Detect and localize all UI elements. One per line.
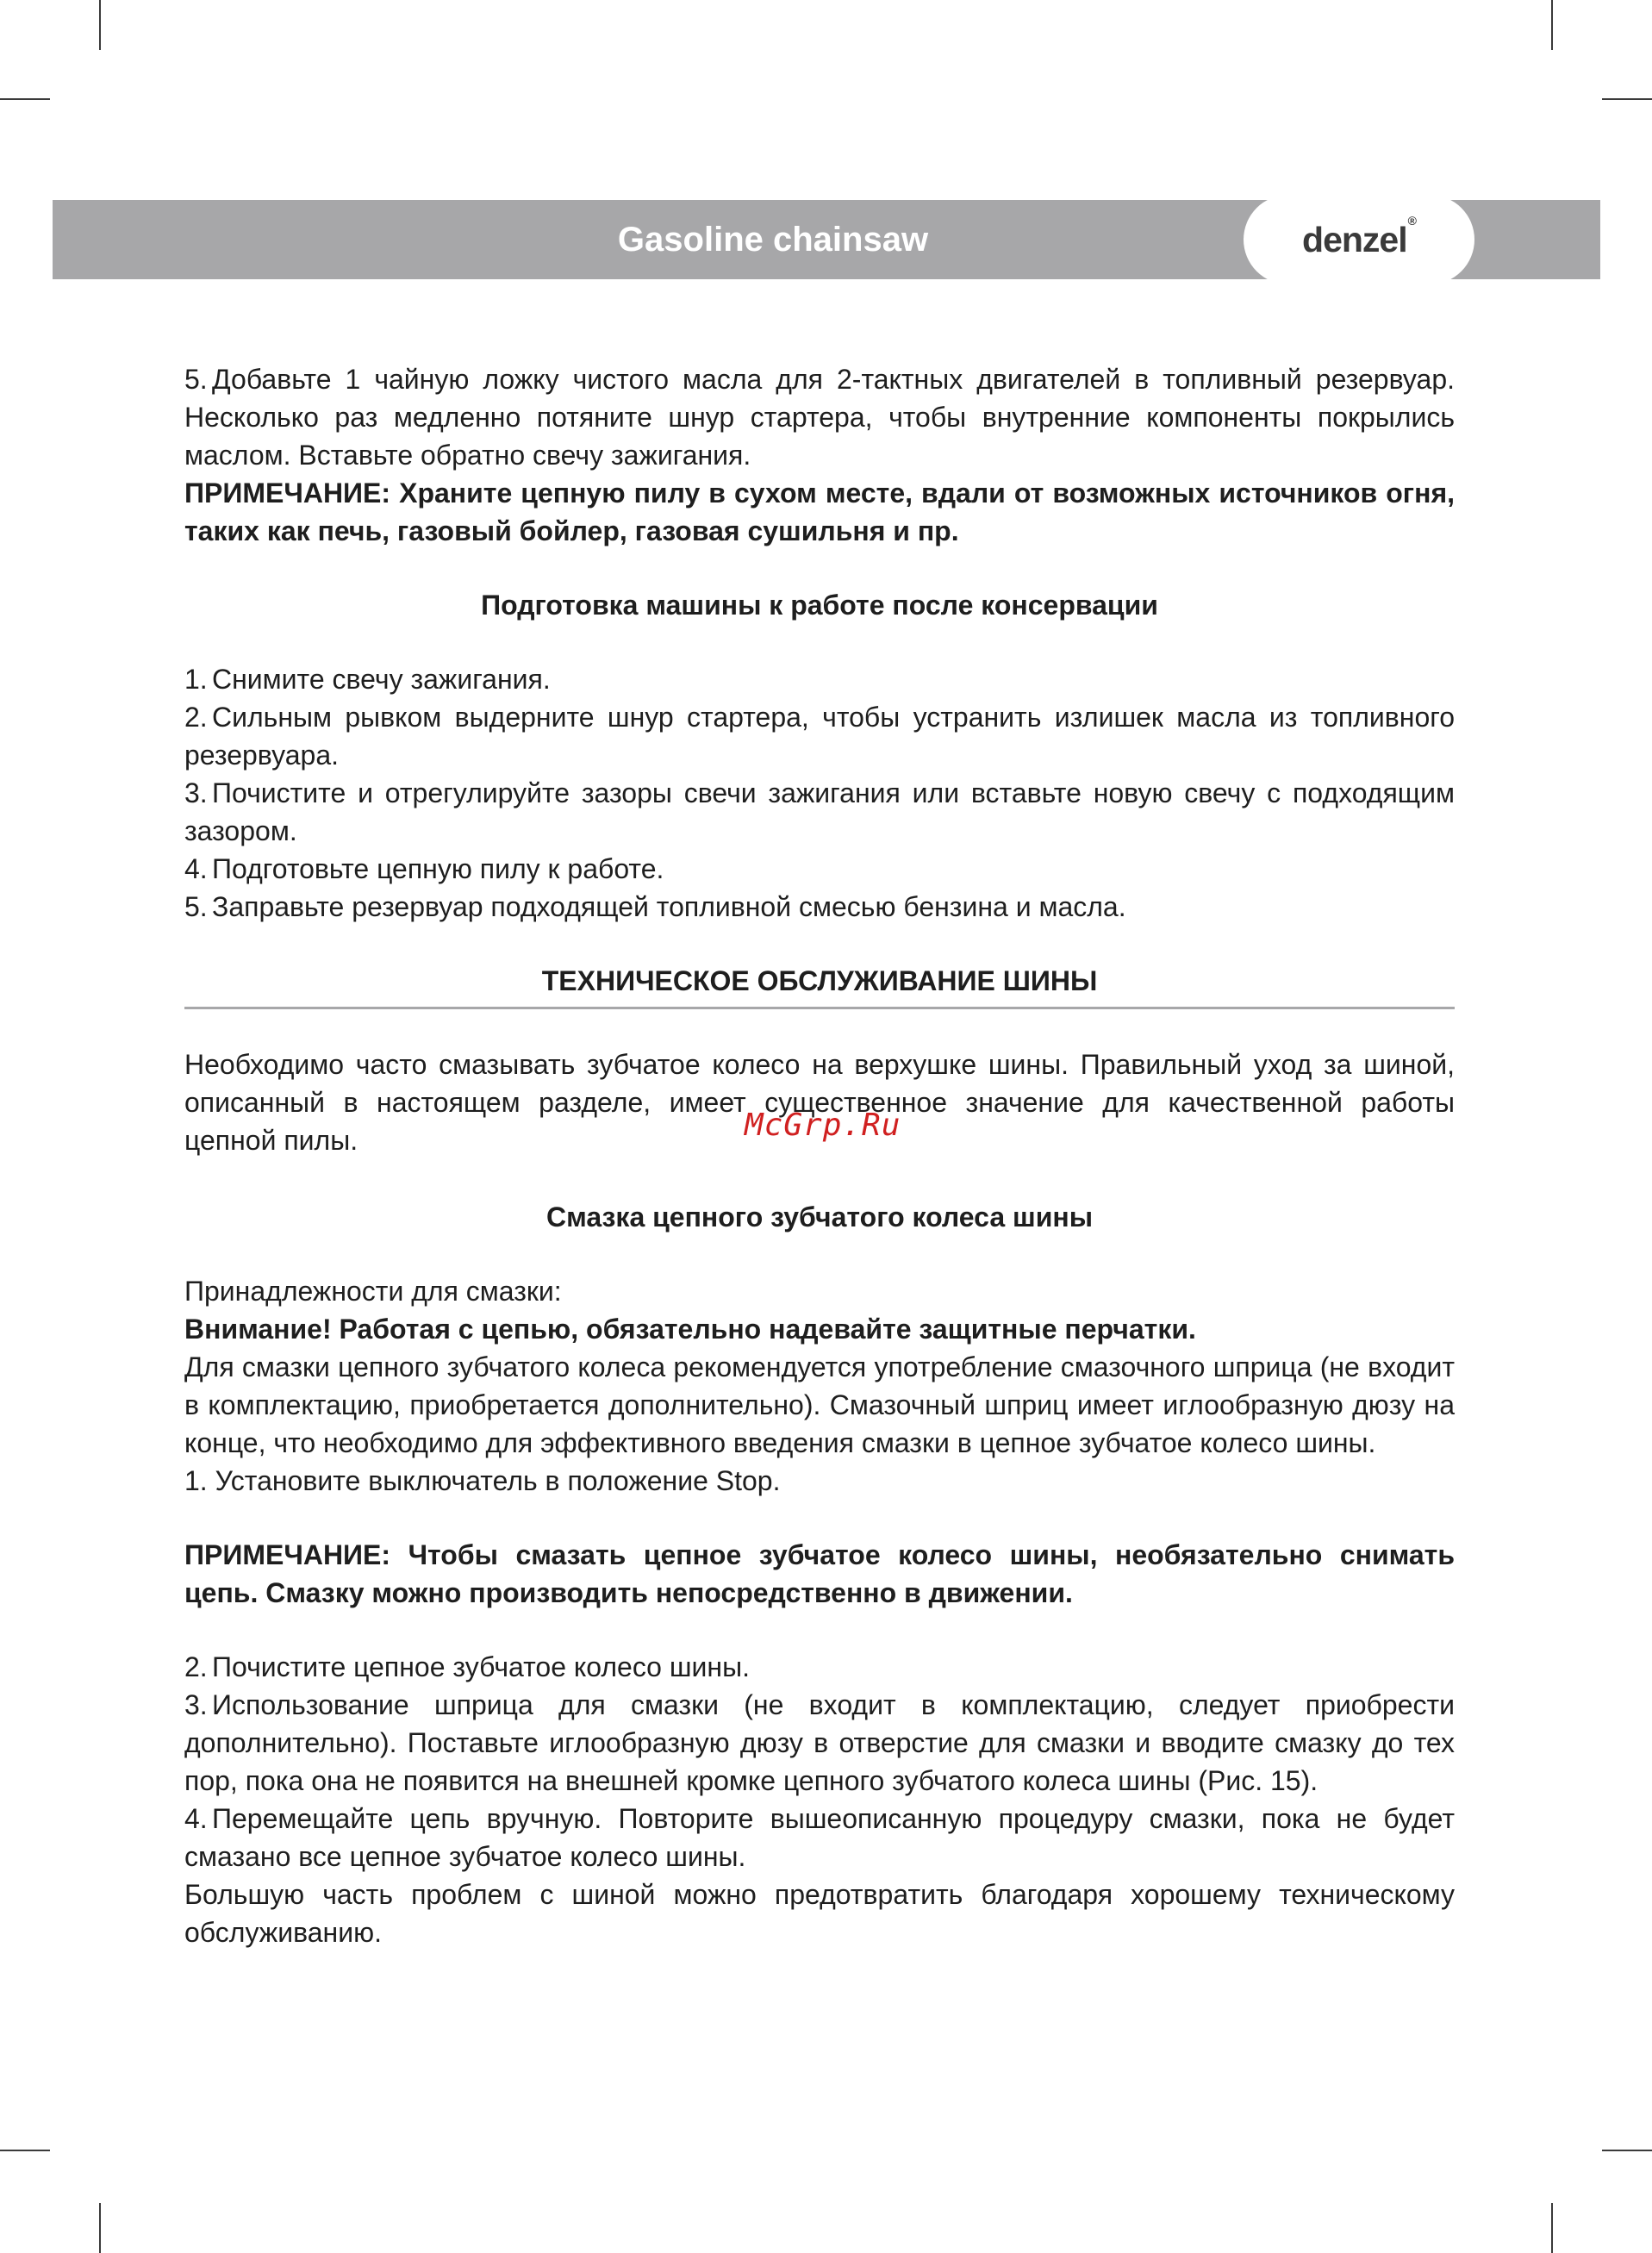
syringe-description: Для смазки цепного зубчатого колеса рекомендуется употребление смазочного шприца (не входит в комплектацию, приобретается дополнительно). Смазочный шприц имеет иглообразную дюзу на конце, что необходимо для эффективного введения смазки в цепное зубчатое колесо шины. xyxy=(184,1351,1455,1458)
step-text: Снимите свечу зажигания. xyxy=(212,664,551,695)
step-number: 2. xyxy=(184,702,208,733)
step-item xyxy=(184,850,1455,888)
page-title: Gasoline chainsaw xyxy=(617,221,929,259)
watermark: McGrp.Ru xyxy=(745,1108,901,1143)
note-text: Чтобы смазать цепное зубчатое колесо шины, необязательно снимать цепь. Смазку можно производить непосредственно в движении. xyxy=(184,1539,1456,1608)
crop-mark xyxy=(1602,98,1652,100)
note-text: Храните цепную пилу в сухом месте, вдали от возможных источников огня, таких как печь, газовый бойлер, газовая сушильня и пр. xyxy=(184,477,1456,546)
crop-mark xyxy=(1602,2150,1652,2151)
lube-note xyxy=(184,1536,1455,1612)
step-number: 1. xyxy=(184,664,208,695)
step-number: 4. xyxy=(184,1803,208,1834)
brand-logo-text: denzel xyxy=(1302,220,1407,259)
step-item xyxy=(184,774,1455,850)
step-item xyxy=(184,360,1455,474)
crop-mark xyxy=(99,0,101,50)
step-number: 5. xyxy=(184,364,208,395)
step-number: 4. xyxy=(184,853,208,884)
note-label: ПРИМЕЧАНИЕ: xyxy=(184,1539,391,1570)
step-item xyxy=(184,698,1455,774)
step-number: 3. xyxy=(184,777,208,808)
step-text: Сильным рывком выдерните шнур стартера, чтобы устранить излишек масла из топливного резервуара. xyxy=(184,702,1455,771)
step-item xyxy=(184,1648,1455,1686)
crop-mark xyxy=(0,2150,50,2151)
document-body xyxy=(184,360,1455,1951)
closing-text: Большую часть проблем с шиной можно предотвратить благодаря хорошему техническому обслуживанию. xyxy=(184,1879,1455,1948)
storage-note xyxy=(184,474,1455,550)
step-text: Добавьте 1 чайную ложку чистого масла для 2-тактных двигателей в топливный резервуар. Несколько раз медленно потяните шнур стартера, чтобы внутренние компоненты покрылись маслом. Вставьте обратно свечу зажигания. xyxy=(184,364,1455,471)
step-number: 3. xyxy=(184,1689,208,1720)
step-item xyxy=(184,1800,1455,1875)
crop-mark xyxy=(1551,2203,1553,2253)
step-text: Перемещайте цепь вручную. Повторите вышеописанную процедуру смазки, пока не будет смазано все цепное зубчатое колесо шины. xyxy=(184,1803,1455,1872)
bar-maintenance-heading: ТЕХНИЧЕСКОЕ ОБСЛУЖИВАНИЕ ШИНЫ xyxy=(184,962,1455,1009)
step-item xyxy=(184,660,1455,698)
crop-mark xyxy=(1551,0,1553,50)
step-text: Почистите и отрегулируйте зазоры свечи зажигания или вставьте новую свечу с подходящим зазором. xyxy=(184,777,1455,846)
accessories-label: Принадлежности для смазки: xyxy=(184,1276,562,1307)
registered-mark: ® xyxy=(1407,214,1416,228)
step-item xyxy=(184,888,1455,926)
crop-mark xyxy=(0,98,50,100)
step-item xyxy=(184,1686,1455,1800)
step-text: Подготовьте цепную пилу к работе. xyxy=(212,853,664,884)
note-label: ПРИМЕЧАНИЕ: xyxy=(184,477,391,509)
bar-intro: Необходимо часто смазывать зубчатое колесо на верхушке шины. Правильный уход за шиной, описанный в настоящем разделе, имеет существенное значение для качественной работы цепной пилы. xyxy=(184,1049,1455,1156)
prep-heading: Подготовка машины к работе после консервации xyxy=(481,590,1158,621)
step-number: 2. xyxy=(184,1651,208,1682)
step-text: Почистите цепное зубчатое колесо шины. xyxy=(212,1651,750,1682)
step-text: Заправьте резервуар подходящей топливной смесью бензина и масла. xyxy=(212,891,1126,922)
crop-mark xyxy=(99,2203,101,2253)
lube-heading: Смазка цепного зубчатого колеса шины xyxy=(545,1201,1094,1233)
step-item: 1. Установите выключатель в положение Stop. xyxy=(184,1465,781,1496)
step-number: 5. xyxy=(184,891,208,922)
step-text: Использование шприца для смазки (не входит в комплектацию, следует приобрести дополнительно). Поставьте иглообразную дюзу в отверстие для смазки и вводите смазку до тех пор, пока она не появится на внешней кромке цепного зубчатого колеса шины (Рис. 15). xyxy=(184,1689,1455,1796)
brand-logo xyxy=(1244,195,1474,284)
gloves-warning: Внимание! Работая с цепью, обязательно надевайте защитные перчатки. xyxy=(184,1314,1196,1345)
